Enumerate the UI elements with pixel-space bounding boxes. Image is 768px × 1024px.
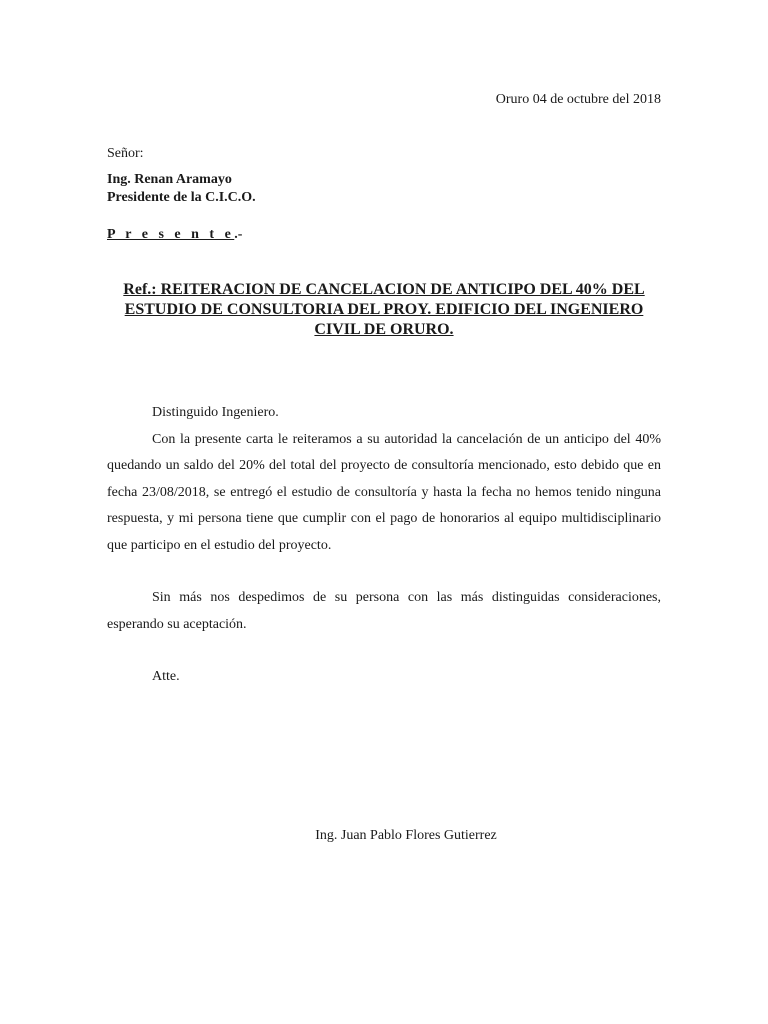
date-line: Oruro 04 de octubre del 2018 bbox=[495, 92, 661, 107]
presente-word: P r e s e n t e bbox=[107, 227, 235, 242]
closing: Atte. bbox=[152, 669, 180, 684]
signature-name: Ing. Juan Pablo Flores Gutierrez bbox=[315, 828, 497, 843]
reference-heading: Ref.: REITERACION DE CANCELACION DE ANTICIPO DEL 40% DEL ESTUDIO DE CONSULTORIA DEL PROY. EDIFICIO DEL INGENIERO CIVIL DE ORURO. bbox=[123, 281, 645, 338]
presente-tail: .- bbox=[234, 227, 243, 242]
presente-line bbox=[107, 227, 242, 243]
paragraph-1: Con la presente carta le reiteramos a su autoridad la cancelación de un anticipo del 40% quedando un saldo del 20% del total del proyecto de consultoría mencionado, esto debido que en fecha 23/08/2018, se entregó el estudio de consultoría y hasta la fecha no hemos tenido ninguna respuesta, y mi persona tiene que cumplir con el pago de honorarios al equipo multidisciplinario que participo en el estudio del proyecto. bbox=[107, 431, 661, 553]
paragraph-2: Sin más nos despedimos de su persona con las más distinguidas consideraciones, esperando su aceptación. bbox=[107, 590, 661, 632]
salutation-top: Señor: bbox=[107, 146, 144, 161]
letter-body bbox=[107, 400, 661, 691]
recipient-name: Ing. Renan Aramayo bbox=[107, 172, 232, 187]
recipient-title: Presidente de la C.I.C.O. bbox=[107, 190, 256, 205]
greeting: Distinguido Ingeniero. bbox=[152, 405, 279, 420]
